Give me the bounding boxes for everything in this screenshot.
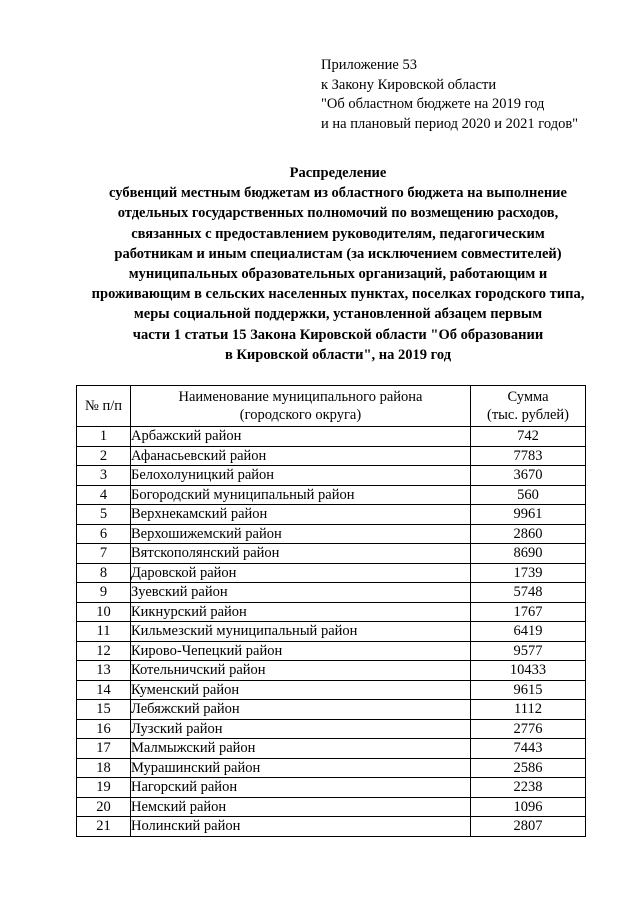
subvention-amount: 3670	[471, 466, 586, 486]
district-name: Кильмезский муниципальный район	[131, 622, 471, 642]
appendix-line: "Об областном бюджете на 2019 год	[321, 96, 545, 112]
header-name: Наименование муниципального района (городского округа)	[131, 386, 471, 427]
table-row	[77, 817, 586, 837]
subvention-amount: 9577	[471, 641, 586, 661]
district-name: Даровской район	[131, 563, 471, 583]
appendix-line: к Закону Кировской области	[321, 76, 497, 93]
document-title	[60, 163, 616, 365]
header-sum: Сумма (тыс. рублей)	[471, 386, 586, 427]
row-number: 7	[77, 544, 131, 564]
row-number: 2	[77, 446, 131, 466]
subvention-amount: 5748	[471, 583, 586, 603]
row-number: 18	[77, 758, 131, 778]
subvention-amount: 2586	[471, 758, 586, 778]
table-header-row	[77, 386, 586, 427]
subvention-amount: 1112	[471, 700, 586, 720]
row-number: 6	[77, 524, 131, 544]
district-name: Арбажский район	[131, 427, 471, 447]
title-line: отдельных государственных полномочий по возмещению расходов,	[117, 205, 559, 222]
appendix-line: Приложение 53	[321, 57, 417, 73]
row-number: 13	[77, 661, 131, 681]
table-row	[77, 622, 586, 642]
table-row	[77, 719, 586, 739]
subvention-amount: 8690	[471, 544, 586, 564]
table-row	[77, 544, 586, 564]
table-row	[77, 446, 586, 466]
table-row	[77, 797, 586, 817]
row-number: 8	[77, 563, 131, 583]
row-number: 9	[77, 583, 131, 603]
row-number: 21	[77, 817, 131, 837]
district-name: Верхнекамский район	[131, 505, 471, 525]
subvention-amount: 560	[471, 485, 586, 505]
row-number: 12	[77, 641, 131, 661]
district-name: Лузский район	[131, 719, 471, 739]
title-line: проживающим в сельских населенных пунктах, поселках городского типа,	[91, 286, 585, 303]
district-name: Лебяжский район	[131, 700, 471, 720]
row-number: 3	[77, 466, 131, 486]
table-row	[77, 466, 586, 486]
title-line: Распределение	[289, 165, 387, 181]
district-name: Белохолуницкий район	[131, 466, 471, 486]
district-name: Мурашинский район	[131, 758, 471, 778]
district-name: Куменский район	[131, 680, 471, 700]
district-name: Котельничский район	[131, 661, 471, 681]
table-row	[77, 602, 586, 622]
title-line: субвенций местным бюджетам из областного бюджета на выполнение	[109, 185, 567, 202]
subvention-amount: 7783	[471, 446, 586, 466]
title-line: муниципальных образовательных организаций, работающим и	[128, 266, 548, 283]
appendix-block	[321, 56, 621, 134]
row-number: 17	[77, 739, 131, 759]
district-name: Нагорский район	[131, 778, 471, 798]
subvention-amount: 7443	[471, 739, 586, 759]
title-line: меры социальной поддержки, установленной абзацем первым	[133, 306, 543, 323]
district-name: Богородский муниципальный район	[131, 485, 471, 505]
table-row	[77, 778, 586, 798]
subvention-amount: 1739	[471, 563, 586, 583]
subvention-amount: 742	[471, 427, 586, 447]
title-line: части 1 статьи 15 Закона Кировской области "Об образовании	[132, 326, 544, 343]
table-row	[77, 427, 586, 447]
subvention-table	[76, 385, 586, 837]
district-name: Кирово-Чепецкий район	[131, 641, 471, 661]
table-body	[77, 427, 586, 837]
district-name: Кикнурский район	[131, 602, 471, 622]
district-name: Нолинский район	[131, 817, 471, 837]
district-name: Верхошижемский район	[131, 524, 471, 544]
subvention-amount: 10433	[471, 661, 586, 681]
row-number: 19	[77, 778, 131, 798]
table-row	[77, 758, 586, 778]
district-name: Афанасьевский район	[131, 446, 471, 466]
title-line: работникам и иным специалистам (за исключением совместителей)	[114, 245, 562, 262]
row-number: 5	[77, 505, 131, 525]
table-row	[77, 524, 586, 544]
title-line: в Кировской области", на 2019 год	[224, 346, 452, 363]
table-row	[77, 583, 586, 603]
appendix-line: и на плановый период 2020 и 2021 годов"	[321, 115, 579, 132]
subvention-amount: 2238	[471, 778, 586, 798]
row-number: 16	[77, 719, 131, 739]
row-number: 10	[77, 602, 131, 622]
district-name: Зуевский район	[131, 583, 471, 603]
title-line: связанных с предоставлением руководителям, педагогическим	[131, 225, 545, 242]
table-row	[77, 641, 586, 661]
table-row	[77, 485, 586, 505]
row-number: 20	[77, 797, 131, 817]
subvention-amount: 1767	[471, 602, 586, 622]
subvention-amount: 6419	[471, 622, 586, 642]
subvention-amount: 1096	[471, 797, 586, 817]
subvention-amount: 2807	[471, 817, 586, 837]
table-row	[77, 700, 586, 720]
table-row	[77, 563, 586, 583]
row-number: 11	[77, 622, 131, 642]
row-number: 15	[77, 700, 131, 720]
table-row	[77, 661, 586, 681]
table-row	[77, 680, 586, 700]
table-row	[77, 739, 586, 759]
row-number: 14	[77, 680, 131, 700]
subvention-amount: 2776	[471, 719, 586, 739]
row-number: 4	[77, 485, 131, 505]
table-row	[77, 505, 586, 525]
subvention-amount: 2860	[471, 524, 586, 544]
subvention-amount: 9961	[471, 505, 586, 525]
district-name: Малмыжский район	[131, 739, 471, 759]
district-name: Немский район	[131, 797, 471, 817]
header-num: № п/п	[77, 386, 131, 427]
row-number: 1	[77, 427, 131, 447]
subvention-amount: 9615	[471, 680, 586, 700]
district-name: Вятскополянский район	[131, 544, 471, 564]
